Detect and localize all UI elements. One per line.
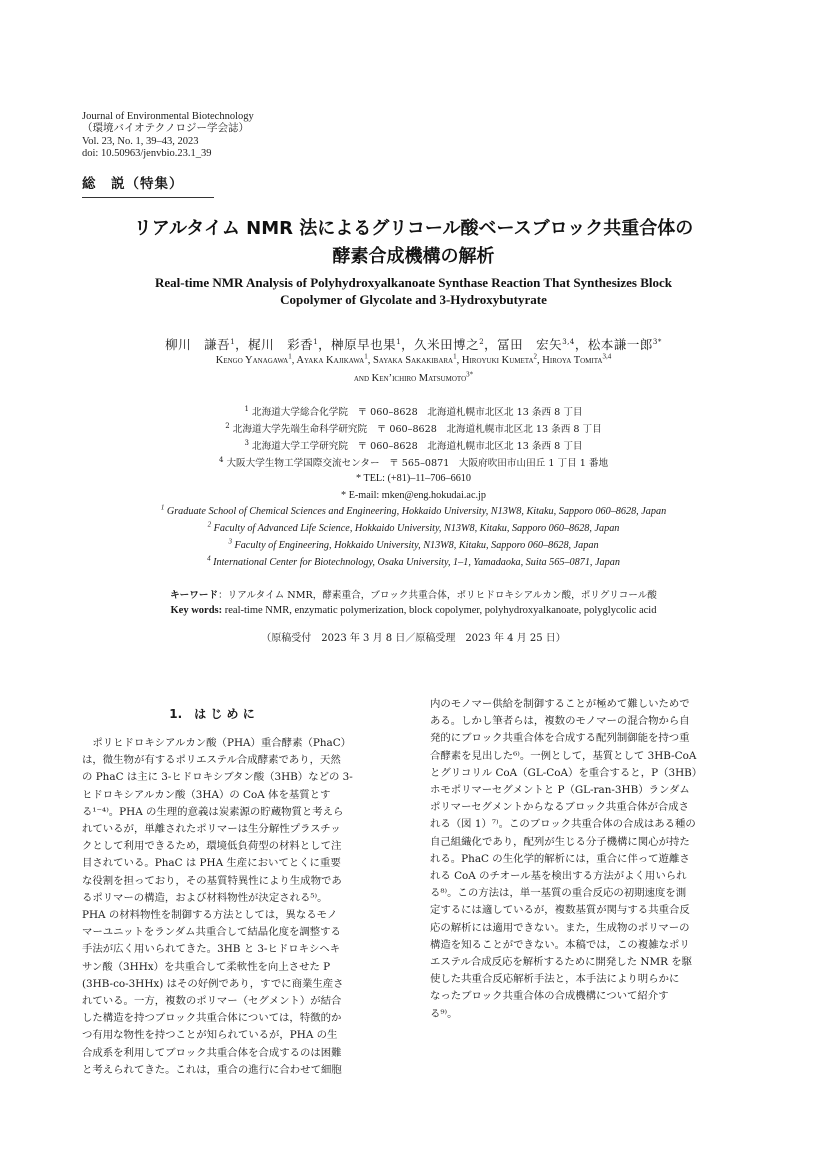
body-text-line: 自己組織化であり，配列が生じる分子機構に関心が持た [430, 835, 690, 848]
author-ja-name: 榊原早也果 [331, 337, 397, 352]
author-ja-affil: 3* [652, 337, 662, 346]
keywords-en [60, 605, 767, 616]
author-ja-affil: 1 [313, 337, 319, 346]
body-text-line: ヒドロキシアルカン酸（3HA）の CoA 体を基質とす [82, 788, 331, 801]
affiliation-en-num: 1 [160, 503, 165, 512]
author-en-affil: 1 [288, 352, 292, 361]
body-text-line: ある。しかし筆者らは，複数のモノマーの混合物から自 [430, 715, 690, 728]
author-en-name: Ken’ichiro Matsumoto [371, 373, 467, 384]
journal-name-ja: （環境バイオテクノロジー学会誌） [82, 123, 250, 135]
received-dates: （原稿受付 2023 年 3 月 8 日／原稿受理 2023 年 4 月 25 日） [261, 633, 566, 644]
author-en [461, 352, 538, 366]
article-type-text: 総 説（特集） [82, 176, 184, 192]
body-text-line: の PhaC は主に 3-ヒドロキシブタン酸（3HB）などの 3- [82, 771, 353, 784]
affiliation-ja-num: 2 [225, 421, 230, 430]
affiliation-en [60, 537, 767, 551]
author-ja-affil: 1 [230, 337, 236, 346]
body-text-line: は，微生物が有するポリエステル合成酵素であり，天然 [82, 754, 341, 767]
body-right-column [430, 696, 747, 1023]
author-ja [165, 337, 235, 352]
keywords-ja-text: ：リアルタイム NMR，酵素重合，ブロック共重合体，ポリヒドロキシアルカン酸，ポリグリコール酸 [218, 590, 657, 601]
affiliation-en-text: International Center for Biotechnology, Osaka University, 1–1, Yamadaoka, Suita 565–0871, Japan [210, 557, 620, 568]
body-text-line: 応の解析には適用できない。また，生成物のポリマーの [430, 921, 690, 934]
journal-name: Journal of Environmental Biotechnology [82, 111, 254, 122]
body-left-column [82, 735, 409, 1079]
body-text-line: れているが，単離されたポリマーは生分解性プラスチッ [82, 823, 341, 836]
body-text-line: 発的にブロック共重合体を合成する配列制御能を持つ重 [430, 732, 690, 745]
author-en-name: Ayaka Kajikawa [296, 355, 365, 366]
affiliation-ja-num: 3 [244, 438, 249, 447]
author-en [372, 352, 457, 366]
body-text-line: 手法が広く用いられてきた。3HB と 3-ヒドロキシヘキ [82, 943, 341, 956]
author-en-affil: 1 [453, 352, 457, 361]
keywords-en-text: real-time NMR, enzymatic polymerization, block copolymer, polyhydroxyalkanoate, polyglycolic acid [222, 605, 657, 616]
body-text-line: (3HB-co-3HHx) はその好例であり，すでに商業生産さ [82, 977, 344, 990]
affiliation-ja-num: 4 [218, 455, 224, 464]
article-type-label [82, 172, 214, 195]
author-ja [588, 337, 662, 352]
title-en-line-2: Copolymer of Glycolate and 3-Hydroxybutyrate [280, 292, 547, 307]
affiliation-ja-text: 大阪大学生物工学国際交流センター 〒 565–0871 大阪府吹田市山田丘 1 丁目 1 番地 [223, 458, 609, 469]
body-text-line: ホモポリマーセグメントと P（GL-ran-3HB）ランダム [430, 784, 690, 797]
author-en-name: Hiroyuki Kumeta [461, 355, 534, 366]
body-text-line: とグリコリル CoA（GL-CoA）を重合すると，P（3HB） [430, 766, 703, 779]
author-ja [414, 337, 484, 352]
affiliation-en-num: 2 [207, 520, 212, 529]
body-text-line: る¹⁻⁴⁾。PHA の生理的意義は炭素源の貯蔵物質と考えら [82, 805, 344, 818]
author-ja-affil: 2 [479, 337, 485, 346]
body-text-line: 内のモノマー供給を制御することが極めて難しいためで [430, 698, 690, 710]
body-text-line: ポリヒドロキシアルカン酸（PHA）重合酵素（PhaC） [82, 737, 352, 749]
affiliation-ja-text: 北海道大学総合化学院 〒 060–8628 北海道札幌市北区北 13 条西 8 丁目 [248, 407, 583, 418]
authors-en-and: and [353, 373, 372, 384]
title-en-line-1: Real-time NMR Analysis of Polyhydroxyalkanoate Synthase Reaction That Synthesizes Block [154, 275, 672, 290]
authors-ja: 柳川 謙吾$^1$，梶川 彩香$^1$，榊原早也果$^1$，久米田博之$^2$，冨田 宏矢$^{3,4}$，松本謙一郎$^{3*}$ [165, 337, 662, 352]
author-en-affil: 3* [466, 370, 474, 379]
body-text-line: クとして利用できるため，環境低負荷型の材料として注 [82, 840, 342, 853]
body-text-line: 目されている。PhaC は PHA 生産においてとくに重要 [82, 857, 341, 870]
affiliation-ja-num: 1 [244, 404, 249, 413]
affiliation-ja-text: 北海道大学工学研究院 〒 060–8628 北海道札幌市北区北 13 条西 8 丁目 [248, 441, 583, 452]
author-ja [497, 337, 575, 352]
body-text-line: 使した共重合反応解析手法と，本手法により明らかに [430, 973, 680, 986]
journal-doi: doi: 10.50963/jenvbio.23.1_39 [82, 148, 212, 160]
author-en [215, 352, 292, 366]
keywords-ja-label: キーワード [170, 590, 219, 601]
body-text-line: 合酵素を見出した⁶⁾。一例として，基質として 3HB-CoA [430, 749, 697, 762]
body-text-line: 合成系を利用してブロック共重合体を合成するのは困難 [82, 1046, 342, 1059]
author-en [542, 352, 612, 366]
section-heading-introduction: 1. は じ め に [169, 707, 255, 721]
author-ja-name: 冨田 宏矢 [497, 337, 563, 352]
author-en-affil: 1 [364, 352, 368, 361]
affiliation-en-text: Faculty of Engineering, Hokkaido University, N13W8, Kitaku, Sapporo 060–8628, Japan [231, 540, 599, 551]
body-text-line: れる。PhaC の生化学的解析には，重合に伴って遊離さ [430, 852, 690, 865]
body-text-line: した構造を持つブロック共重合体については，特徴的か [82, 1012, 342, 1025]
affiliation-en [60, 520, 767, 534]
author-en-affil: 2 [533, 352, 538, 361]
body-text-line: れる（図 1）⁷⁾。このブロック共重合体の合成はある種の [430, 818, 696, 831]
author-en-name: Sayaka Sakakibara [372, 355, 454, 366]
journal-volume: Vol. 23, No. 1, 39–43, 2023 [82, 135, 199, 147]
author-ja [248, 337, 318, 352]
authors-en-line-1: Kengo Yanagawa$^1$, Ayaka Kajikawa$^1$, Sayaka Sakakibara$^1$, Hiroyuki Kumeta$^2$, Hiroya Tomita$^{3,4}$ [215, 352, 612, 366]
body-text-line: れる CoA のチオール基を検出する方法がよく用いられ [430, 870, 687, 883]
author-ja-name: 梶川 彩香 [248, 337, 314, 352]
title-ja-line-1: リアルタイム NMR 法によるグリコール酸ベースブロック共重合体の [133, 218, 694, 239]
email: * E-mail: mken@eng.hokudai.ac.jp [341, 490, 486, 501]
body-text-line: サン酸（3HHx）を共重合して柔軟性を向上させた P [82, 960, 331, 973]
author-ja-name: 久米田博之 [414, 337, 480, 352]
affiliation-ja [80, 438, 747, 452]
affiliation-en-text: Faculty of Advanced Life Science, Hokkaido University, N13W8, Kitaku, Sapporo 060–8628, Japan [211, 523, 620, 534]
body-text-line: なったブロック共重合体の合成機構について紹介す [430, 990, 669, 1003]
author-en-name: Kengo Yanagawa [215, 355, 289, 366]
author-ja-affil: 3,4 [562, 337, 575, 346]
body-text-line: マーユニットをランダム共重合して結晶化度を調整する [82, 926, 341, 939]
affiliation-ja [80, 404, 747, 418]
body-text-line: るポリマーの構造，および材料物性が決定される⁵⁾。 [82, 891, 328, 904]
author-ja-name: 松本謙一郎 [587, 337, 653, 352]
author-ja-affil: 1 [396, 337, 402, 346]
body-text-line: れている。一方，複数のポリマー（セグメント）が結合 [82, 995, 342, 1008]
keywords-ja [60, 587, 767, 601]
body-text-line: と考えられてきた。これは，重合の進行に合わせて細胞 [82, 1063, 342, 1076]
body-text-line: PHA の材料物性を制御する方法としては，異なるモノ [82, 909, 338, 922]
author-ja-name: 柳川 謙吾 [165, 337, 231, 352]
author-en-affil: 3,4 [602, 352, 612, 361]
affiliation-en-num: 4 [207, 554, 211, 563]
body-text-line: る⁸⁾。この方法は，単一基質の重合反応の初期速度を測 [430, 887, 687, 900]
tel: * TEL: (+81)–11–706–6610 [356, 473, 471, 484]
body-text-line: 定するには適しているが，複数基質が関与する共重合反 [430, 904, 690, 917]
body-text-line: る⁹⁾。 [430, 1007, 458, 1020]
body-text-line: 構造を知ることができない。本稿では，この複雑なポリ [430, 938, 690, 951]
author-en-name: Hiroya Tomita [542, 355, 603, 366]
body-text-line: つ有用な物性を持つことが知られているが，PHA の生 [82, 1029, 338, 1042]
authors-en-line-2 [60, 370, 767, 384]
title-ja-line-2: 酵素合成機構の解析 [332, 246, 495, 267]
affiliation-en-text: Graduate School of Chemical Sciences and Engineering, Hokkaido University, N13W8, Kitaku, Sapporo 060–8628, Japan [164, 506, 667, 517]
affiliation-en [60, 554, 767, 568]
affiliation-en-num: 3 [228, 537, 232, 546]
affiliation-en [60, 503, 767, 517]
author-ja [331, 337, 401, 352]
affiliation-ja-text: 北海道大学先端生命科学研究院 〒 060–8628 北海道札幌市北区北 13 条西 8 丁目 [229, 424, 602, 435]
keywords-en-label: Key words: [170, 605, 223, 616]
body-text-line: な役割を担っており，その基質特異性により生成物であ [82, 874, 342, 887]
article-type-rule [82, 197, 214, 198]
affiliation-ja [80, 421, 747, 435]
body-text-line: エステル合成反応を解析するために開発した NMR を駆 [430, 956, 693, 969]
author-en [296, 352, 368, 366]
body-text-line: ポリマーセグメントからなるブロック共重合体が合成さ [430, 801, 690, 814]
affiliation-ja [80, 455, 747, 469]
journal-info [82, 111, 254, 161]
